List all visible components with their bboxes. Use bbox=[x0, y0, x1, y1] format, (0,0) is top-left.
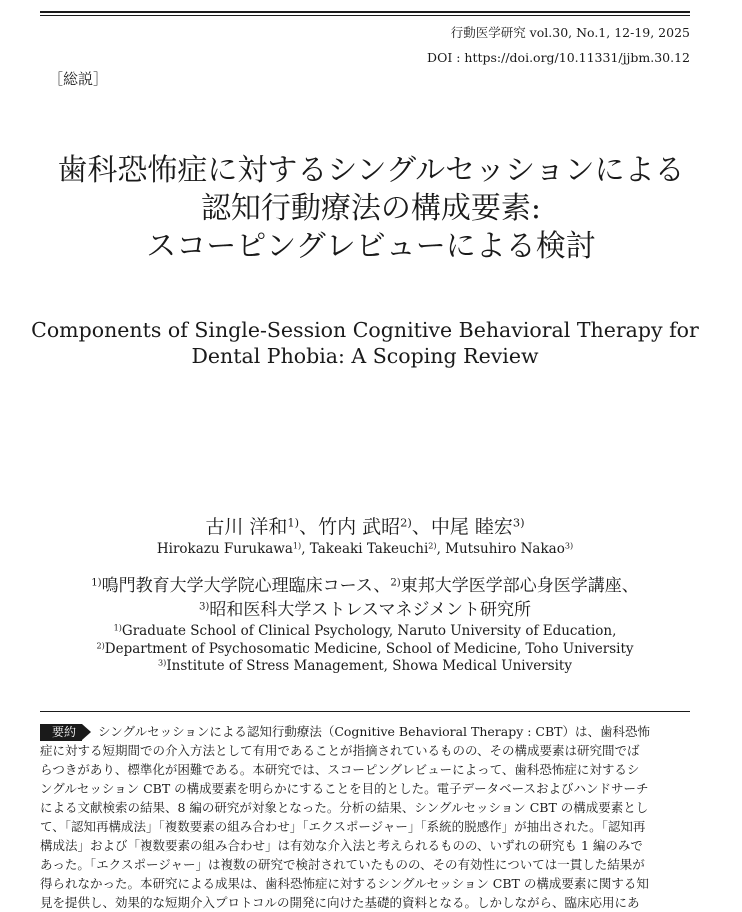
affiliation-text: Institute of Stress Management, Showa Medical University bbox=[166, 658, 572, 674]
affiliation-ja-line-2 bbox=[0, 598, 730, 622]
abstract-line: 見を提供し、効果的な短期介入プロトコルの開発に向けた基礎的資料となる。しかしながら、臨床応用にあ bbox=[40, 895, 640, 910]
title-japanese-line-1: 歯科恐怖症に対するシングルセッションによる bbox=[57, 153, 685, 188]
affiliation-text: 昭和医科大学ストレスマネジメント研究所 bbox=[209, 600, 532, 620]
affiliation-en-line bbox=[0, 658, 730, 676]
affiliation-mark: 2) bbox=[96, 640, 105, 651]
author-name: Hirokazu Furukawa bbox=[156, 541, 293, 557]
title-english-line-1: Components of Single-Session Cognitive Behavioral Therapy for bbox=[31, 318, 699, 342]
abstract-line: て、「認知再構成法」「複数要素の組み合わせ」「エクスポージャー」「系統的脱感作」が抽出された。「認知再 bbox=[40, 819, 646, 834]
affiliation-mark: 3) bbox=[158, 657, 167, 668]
title-english-line-2: Dental Phobia: A Scoping Review bbox=[191, 344, 539, 368]
title-japanese bbox=[0, 152, 742, 266]
abstract-line bbox=[40, 722, 690, 741]
affiliation-mark: 2) bbox=[390, 577, 401, 589]
journal-citation: 行動医学研究 vol.30, No.1, 12-19, 2025 bbox=[450, 25, 690, 40]
article-type-tag: ［総説］ bbox=[48, 70, 109, 88]
author-mark: 2) bbox=[428, 540, 437, 551]
affiliation-mark: 3) bbox=[198, 601, 210, 613]
abstract-line: らつきがあり、標準化が困難である。本研究では、スコーピングレビューによって、歯科恐怖症に対するシ bbox=[40, 762, 640, 777]
title-english bbox=[0, 317, 730, 369]
authors-english bbox=[0, 541, 730, 557]
doi-line: DOI : https://doi.org/10.11331/jjbm.30.12 bbox=[427, 50, 690, 65]
affiliation-mark: 1) bbox=[113, 622, 122, 633]
abstract-line: による文献検索の結果、8 編の研究が対象となった。分析の結果、シングルセッション CBT の構成要素とし bbox=[40, 800, 649, 815]
affiliation-en-line bbox=[0, 641, 730, 659]
affiliation-text: Graduate School of Clinical Psychology, Naruto University of Education, bbox=[121, 623, 617, 639]
affiliation-en-line bbox=[0, 623, 730, 641]
affiliation-text: 東邦大学医学部心身医学講座、 bbox=[400, 576, 639, 596]
affiliation-ja-line-1 bbox=[0, 574, 730, 598]
author-mark: 1) bbox=[292, 540, 302, 551]
abstract-line: 症に対する短期間での介入方法として有用であることが指摘されているものの、その構成要素は研究間でば bbox=[40, 743, 640, 758]
abstract bbox=[40, 722, 690, 912]
title-japanese-line-3: スコーピングレビューによる検討 bbox=[146, 229, 596, 264]
abstract-rule bbox=[40, 711, 690, 712]
abstract-text: シングルセッションによる認知行動療法（Cognitive Behavioral Therapy : CBT）は、歯科恐怖 bbox=[98, 724, 651, 739]
affiliation-text: Department of Psychosomatic Medicine, School of Medicine, Toho University bbox=[104, 640, 634, 657]
author-name: 、竹内 武昭 bbox=[299, 516, 401, 538]
abstract-line: ングルセッション CBT の構成要素を明らかにすることを目的とした。電子データベースおよびハンドサーチ bbox=[40, 781, 649, 796]
abstract-line: 構成法」および「複数要素の組み合わせ」は有効な介入法と考えられるものの、いずれの研究も 1 編のみで bbox=[40, 838, 643, 853]
author-mark: 3) bbox=[564, 540, 574, 551]
header-rule-thin bbox=[40, 15, 690, 16]
affiliation-mark: 1) bbox=[91, 577, 102, 589]
header-rule-thick bbox=[40, 11, 690, 13]
author-mark: 3) bbox=[512, 515, 525, 530]
abstract-line: 得られなかった。本研究による成果は、歯科恐怖症に対するシングルセッション CBT の構成要素に関する知 bbox=[40, 876, 649, 891]
abstract-label: 要約 bbox=[40, 724, 82, 741]
author-name: 古川 洋和 bbox=[205, 516, 288, 538]
author-name: 、中尾 睦宏 bbox=[411, 516, 513, 538]
affiliations-japanese bbox=[0, 574, 730, 622]
author-name: , Takeaki Takeuchi bbox=[301, 541, 429, 557]
affiliation-text: 鳴門教育大学大学院心理臨床コース、 bbox=[101, 576, 391, 596]
author-name: , Mutsuhiro Nakao bbox=[436, 541, 565, 557]
author-mark: 1) bbox=[287, 515, 300, 530]
title-japanese-line-2: 認知行動療法の構成要素: bbox=[200, 191, 542, 226]
affiliations-english bbox=[0, 623, 730, 676]
authors-japanese bbox=[0, 512, 730, 539]
abstract-line: あった。「エクスポージャー」は複数の研究で検討されていたものの、その有効性については一貫した結果が bbox=[40, 857, 645, 872]
author-mark: 2) bbox=[400, 515, 412, 530]
